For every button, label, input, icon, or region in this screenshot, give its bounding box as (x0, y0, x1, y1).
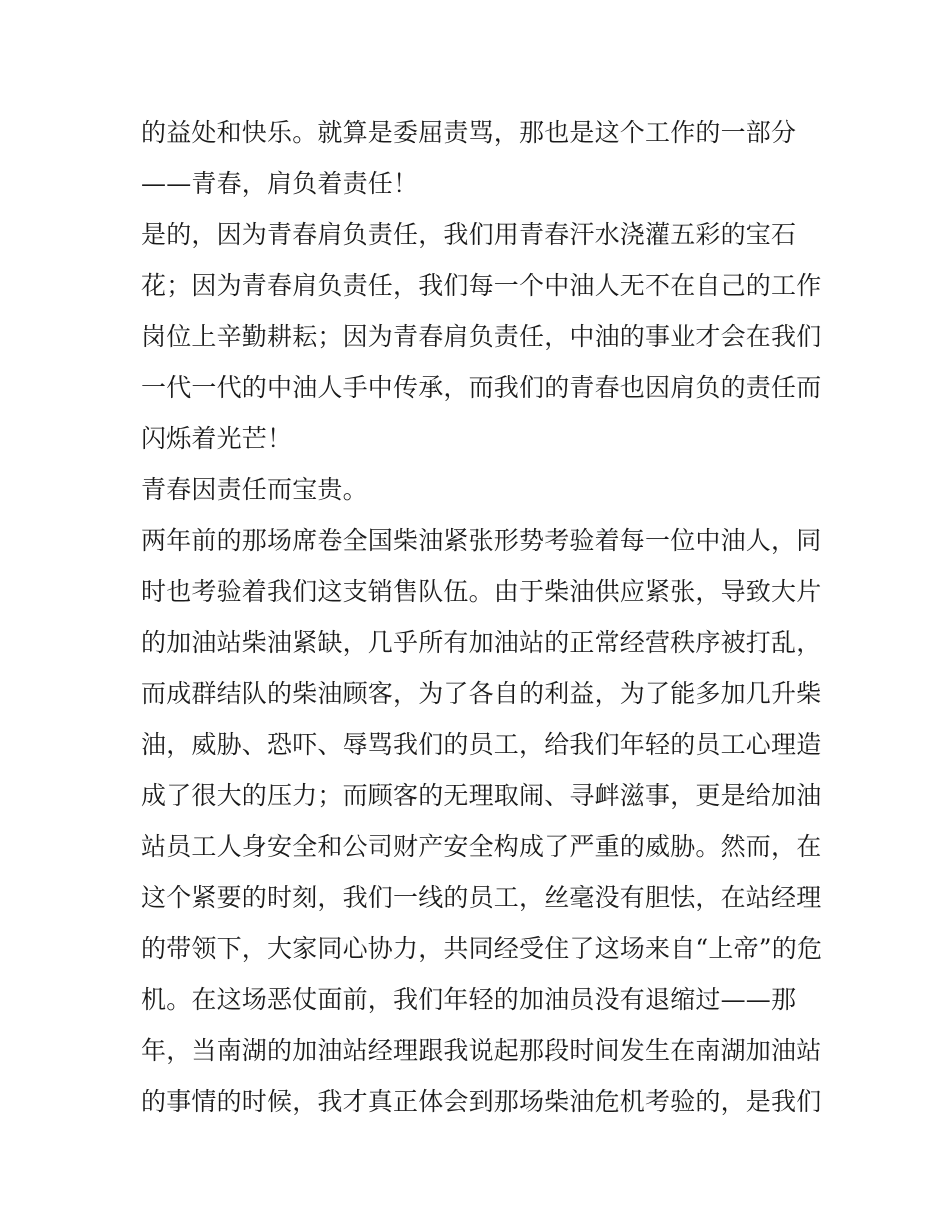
body-text (141, 107, 821, 1127)
text-line: 的益处和快乐。就算是委屈责骂，那也是这个工作的一部分 (141, 118, 797, 147)
text-line: 的事情的时候，我才真正体会到那场柴油危机考验的，是我们 (141, 1087, 822, 1116)
text-line: 年，当南湖的加油站经理跟我说起那段时间发生在南湖加油站 (141, 1036, 822, 1065)
text-line: 花；因为青春肩负责任，我们每一个中油人无不在自己的工作 (141, 271, 822, 300)
text-line: 是的，因为青春肩负责任，我们用青春汗水浇灌五彩的宝石 (141, 220, 797, 249)
text-line: 站员工人身安全和公司财产安全构成了严重的威胁。然而，在 (141, 832, 822, 861)
text-line: 两年前的那场席卷全国柴油紧张形势考验着每一位中油人，同 (141, 526, 822, 555)
text-line: 的加油站柴油紧缺，几乎所有加油站的正常经营秩序被打乱， (141, 628, 822, 657)
text-line: 的带领下，大家同心协力，共同经受住了这场来自“上帝”的危 (141, 934, 823, 963)
text-line: 时也考验着我们这支销售队伍。由于柴油供应紧张，导致大片 (141, 577, 822, 606)
text-line: 机。在这场恶仗面前，我们年轻的加油员没有退缩过——那 (141, 985, 797, 1014)
text-line: 岗位上辛勤耕耘；因为青春肩负责任，中油的事业才会在我们 (141, 322, 822, 351)
text-line: 青春因责任而宝贵。 (141, 475, 368, 504)
text-line: 这个紧要的时刻，我们一线的员工，丝毫没有胆怯，在站经理 (141, 883, 822, 912)
text-line: ——青春，肩负着责任！ (141, 169, 419, 198)
text-line: 而成群结队的柴油顾客，为了各自的利益，为了能多加几升柴 (141, 679, 822, 708)
text-line: 成了很大的压力；而顾客的无理取闹、寻衅滋事，更是给加油 (141, 781, 822, 810)
text-line: 闪烁着光芒！ (141, 424, 293, 453)
text-line: 一代一代的中油人手中传承，而我们的青春也因肩负的责任而 (141, 373, 822, 402)
text-line: 油，威胁、恐吓、辱骂我们的员工，给我们年轻的员工心理造 (141, 730, 822, 759)
